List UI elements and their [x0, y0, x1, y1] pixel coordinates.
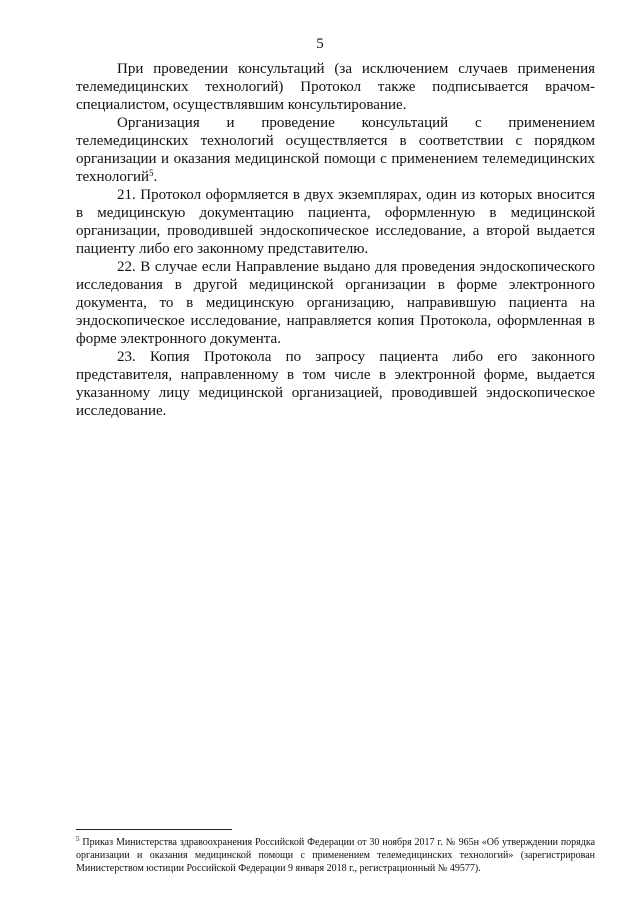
paragraph-text: При проведении консультаций (за исключением случаев применения телемедицинских технологий) Протокол также подписывается врачом-специалистом, осуществлявшим консультирование.: [76, 61, 595, 113]
paragraph-item-22: [76, 258, 595, 348]
footnote: [76, 836, 595, 875]
paragraph-consultation-signature: [76, 60, 595, 114]
paragraph-telemedicine-consultation: Организация и проведение консультаций с применением телемедицинских технологий осуществляется в соответствии с порядком организации и оказания медицинской помощи с применением телемедицинских технологий$^5$.: [76, 115, 595, 185]
paragraph-text: 21. Протокол оформляется в двух экземплярах, один из которых вносится в медицинскую документацию пациента, оформленную в медицинской организации, проводившей эндоскопическое исследование, а второй выдается пациенту либо его законному представителю.: [76, 187, 595, 257]
paragraph-item-21: [76, 186, 595, 258]
paragraph-text: 22. В случае если Направление выдано для проведения эндоскопического исследования в другой медицинской организации в форме электронного документа, то в медицинскую организацию, направившую пациента на эндоскопическое исследование, направляется копия Протокола, оформленная в форме электронного документа.: [76, 259, 595, 347]
footnote-text: Приказ Министерства здравоохранения Российской Федерации от 30 ноября 2017 г. № 965н «Об утверждении порядка организации и оказания медицинской помощи с применением телемедицинских технологий» (зарегистрирован Министерством юстиции Российской Федерации 9 января 2018 г., регистрационный № 49577).: [76, 837, 596, 874]
footnote-reference: 5: [149, 168, 154, 178]
paragraph-text: Организация и проведение консультаций с применением телемедицинских технологий осуществляется в соответствии с порядком организации и оказания медицинской помощи с применением телемедицинских технологий: [76, 115, 595, 185]
footnote-marker: 5: [76, 835, 80, 843]
paragraph-text: 23. Копия Протокола по запросу пациента либо его законного представителя, направленному в том числе в электронной форме, выдается указанному лицу медицинской организацией, проводившей эндоскопическое исследование.: [76, 349, 595, 419]
paragraph-item-23: [76, 348, 595, 420]
page-number: 5: [316, 36, 324, 52]
document-body: [76, 60, 595, 420]
footnote-separator: [76, 829, 232, 830]
